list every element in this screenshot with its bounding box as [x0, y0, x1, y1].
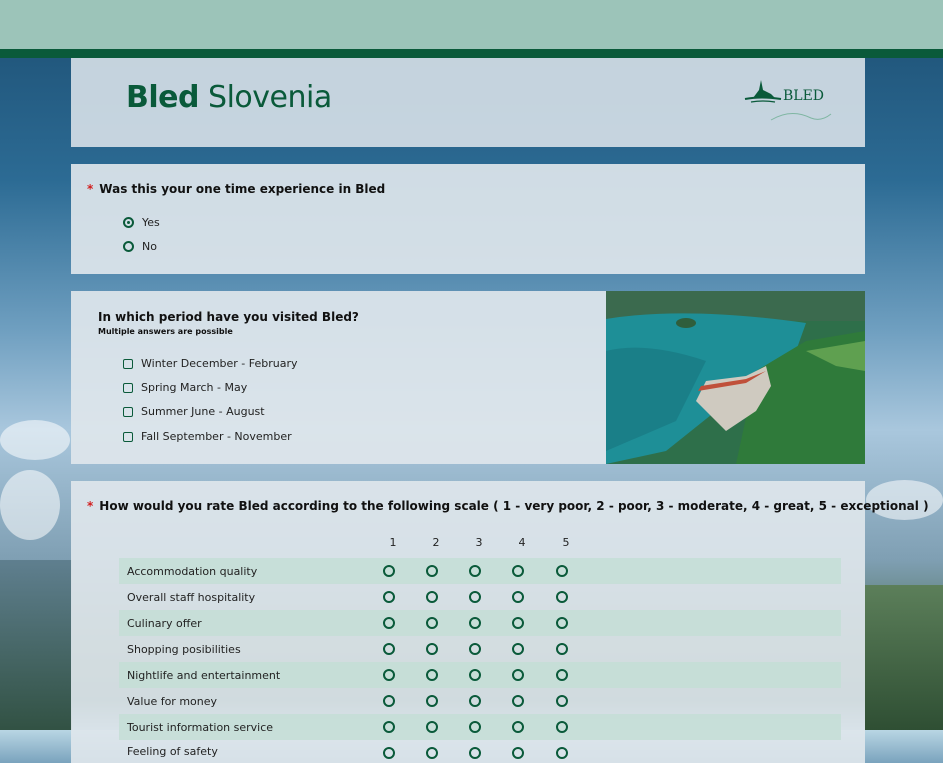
- required-marker: *: [87, 182, 94, 196]
- rating-radio-3[interactable]: [469, 695, 481, 707]
- bled-logo: [741, 68, 841, 130]
- rating-radio-5[interactable]: [556, 565, 568, 577]
- rating-radio-4[interactable]: [512, 747, 524, 759]
- cloud-decoration: [0, 420, 70, 460]
- scenery-right: [865, 585, 943, 735]
- lake-bled-photo: [606, 291, 865, 464]
- checkbox[interactable]: [123, 383, 133, 393]
- question-period-panel: [71, 291, 606, 464]
- option-label: Summer June - August: [141, 405, 265, 418]
- option-label: No: [142, 240, 157, 253]
- row-label: Accommodation quality: [127, 564, 258, 578]
- row-label: Culinary offer: [127, 616, 202, 630]
- rating-radio-2[interactable]: [426, 617, 438, 629]
- logo-text: BLED: [783, 88, 825, 104]
- checkbox-winter[interactable]: [123, 357, 298, 370]
- rating-radio-2[interactable]: [426, 695, 438, 707]
- rating-radio-5[interactable]: [556, 591, 568, 603]
- question-title: In which period have you visited Bled?: [98, 310, 359, 324]
- rating-radio-1[interactable]: [383, 591, 395, 603]
- scale-header-4: 4: [518, 536, 526, 549]
- option-label: Yes: [142, 216, 160, 229]
- page-title: [126, 80, 332, 115]
- required-marker: *: [87, 499, 94, 513]
- row-label: Overall staff hospitality: [127, 590, 256, 604]
- rating-radio-1[interactable]: [383, 721, 395, 733]
- row-label: Tourist information service: [127, 720, 274, 734]
- rating-radio-3[interactable]: [469, 617, 481, 629]
- question-title: [87, 182, 385, 196]
- rating-radio-4[interactable]: [512, 695, 524, 707]
- brand-bold: Bled: [126, 80, 199, 115]
- rating-radio-5[interactable]: [556, 721, 568, 733]
- rating-radio-1[interactable]: [383, 617, 395, 629]
- rating-row-culinary: [119, 610, 841, 636]
- rating-row-value: [119, 688, 841, 714]
- rating-row-safety: [119, 740, 841, 763]
- rating-radio-5[interactable]: [556, 643, 568, 655]
- rating-row-tourist-info: [119, 714, 841, 740]
- rating-row-staff: [119, 584, 841, 610]
- cloud-decoration: [0, 470, 60, 540]
- rating-radio-4[interactable]: [512, 643, 524, 655]
- brand-regular: Slovenia: [208, 80, 332, 115]
- scale-header-1: 1: [389, 536, 397, 549]
- option-label: Spring March - May: [141, 381, 248, 394]
- question-one-time-panel: [71, 164, 865, 274]
- rating-radio-1[interactable]: [383, 695, 395, 707]
- radio-option-yes[interactable]: [123, 216, 160, 229]
- rating-radio-3[interactable]: [469, 669, 481, 681]
- rating-radio-2[interactable]: [426, 747, 438, 759]
- row-label: Value for money: [127, 694, 218, 708]
- rating-radio-1[interactable]: [383, 643, 395, 655]
- rating-radio-1[interactable]: [383, 669, 395, 681]
- checkbox-spring[interactable]: [123, 381, 247, 394]
- rating-row-accommodation: [119, 558, 841, 584]
- rating-radio-3[interactable]: [469, 591, 481, 603]
- question-title: [87, 499, 929, 513]
- radio-button[interactable]: [123, 217, 134, 228]
- rating-radio-4[interactable]: [512, 721, 524, 733]
- rating-radio-3[interactable]: [469, 565, 481, 577]
- rating-radio-3[interactable]: [469, 721, 481, 733]
- rating-row-shopping: [119, 636, 841, 662]
- row-label: Feeling of safety: [127, 745, 218, 758]
- rating-radio-4[interactable]: [512, 617, 524, 629]
- scale-header-5: 5: [562, 536, 570, 549]
- rating-radio-4[interactable]: [512, 669, 524, 681]
- option-label: Fall September - November: [141, 430, 292, 443]
- scale-header-3: 3: [475, 536, 483, 549]
- radio-button[interactable]: [123, 241, 134, 252]
- rating-radio-3[interactable]: [469, 747, 481, 759]
- rating-radio-2[interactable]: [426, 669, 438, 681]
- question-note: Multiple answers are possible: [98, 327, 233, 336]
- row-label: Shopping posibilities: [127, 642, 241, 656]
- scenery-left: [0, 560, 72, 740]
- top-stripe: [0, 49, 943, 58]
- checkbox[interactable]: [123, 432, 133, 442]
- rating-radio-2[interactable]: [426, 565, 438, 577]
- question-text: How would you rate Bled according to the following scale ( 1 - very poor, 2 - poor, 3 - moderate, 4 - great, 5 - exceptional ): [99, 499, 929, 513]
- rating-radio-5[interactable]: [556, 617, 568, 629]
- checkbox[interactable]: [123, 359, 133, 369]
- scale-header-2: 2: [432, 536, 440, 549]
- top-band: [0, 0, 943, 49]
- rating-radio-1[interactable]: [383, 565, 395, 577]
- rating-radio-4[interactable]: [512, 591, 524, 603]
- question-text: Was this your one time experience in Bled: [99, 182, 386, 196]
- rating-radio-4[interactable]: [512, 565, 524, 577]
- rating-radio-3[interactable]: [469, 643, 481, 655]
- rating-radio-5[interactable]: [556, 669, 568, 681]
- rating-radio-2[interactable]: [426, 643, 438, 655]
- rating-radio-2[interactable]: [426, 591, 438, 603]
- radio-option-no[interactable]: [123, 240, 157, 253]
- rating-radio-5[interactable]: [556, 695, 568, 707]
- rating-radio-2[interactable]: [426, 721, 438, 733]
- checkbox-fall[interactable]: [123, 430, 292, 443]
- rating-radio-1[interactable]: [383, 747, 395, 759]
- checkbox-summer[interactable]: [123, 405, 265, 418]
- rating-row-nightlife: [119, 662, 841, 688]
- header-panel: [71, 58, 865, 147]
- checkbox[interactable]: [123, 407, 133, 417]
- rating-radio-5[interactable]: [556, 747, 568, 759]
- option-label: Winter December - February: [141, 357, 298, 370]
- row-label: Nightlife and entertainment: [127, 668, 281, 682]
